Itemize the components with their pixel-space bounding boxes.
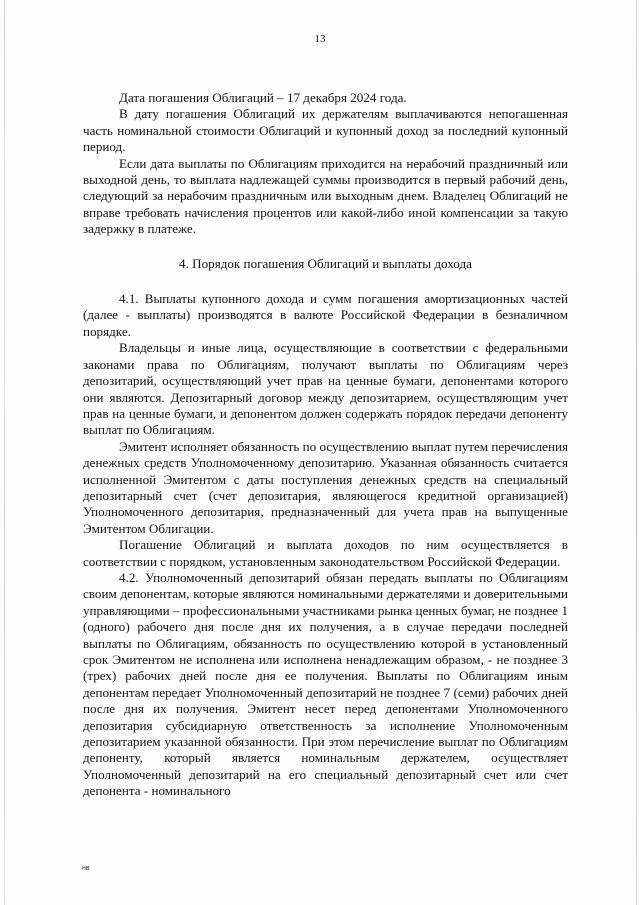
clause-4-2-paragraph: 4.2. Уполномоченный депозитарий обязан передать выплаты по Облигациям своим депонентам, которые являются номинальными держателями и доверительными управляющими – профессиональными участниками рынка ценных бумаг, не позднее 1 (одного) рабочего дня после дня их получения, а в случае передачи последней выплаты по Облигациям, обязанность по осуществлению которой в установленный срок Эмитентом не исполнена или исполнена ненадлежащим образом, - не позднее 3 (трех) рабочих дней после дня ее получения. Выплаты по Облигациям иным депонентам передает Уполномоченный депозитарий не позднее 7 (семи) рабочих дней после дня их получения. Эмитент несет перед депонентами Уполномоченного депозитария субсидиарную ответственность за исполнение Уполномоченным депозитарием указанной обязанности. При этом перечисление выплат по Облигациям депоненту, который является номинальным держателем, осуществляет Уполномоченный депозитарий на его специальный депозитарный счет или счет депонента - номинального (83, 569, 568, 799)
scan-edge-right (636, 0, 637, 905)
redemption-legislation-paragraph: Погашение Облигаций и выплата доходов по ним осуществляется в соответствии с порядком, установленным законодательством Российской Федерации. (83, 537, 568, 569)
clause-4-1-paragraph: 4.1. Выплаты купонного дохода и сумм погашения амортизационных частей (далее - выплаты) производятся в валюте Российской Федерации в безналичном порядке. (83, 291, 568, 339)
footer-initials-mark: нв (82, 865, 90, 872)
holiday-payment-paragraph: Если дата выплаты по Облигациям приходится на нерабочий праздничный или выходной день, то выплата надлежащей суммы производится в первый рабочий день, следующий за нерабочим праздничным или выходным днем. Владелец Облигаций не вправе требовать начисления процентов или какой-либо иной компенсации за такую задержку в платеже. (83, 155, 568, 237)
issuer-obligation-paragraph: Эмитент исполняет обязанность по осуществлению выплат путем перечисления денежных средств Уполномоченному депозитарию. Указанная обязанность считается исполненной Эмитентом с даты поступления денежных средств на специальный депозитарный счет (счет депозитария, являющегося кредитной организацией) Уполномоченного депозитария, предназначенный для учета прав на выпущенные Эмитентом Облигации. (83, 438, 568, 536)
maturity-payment-paragraph: В дату погашения Облигаций их держателям выплачиваются непогашенная часть номинальной стоимости Облигаций и купонный доход за последний купонный период. (83, 106, 568, 155)
owners-rights-paragraph: Владельцы и иные лица, осуществляющие в соответствии с федеральными законами права по Облигациям, получают выплаты по Облигациям через депозитарий, осуществляющий учет прав на ценные бумаги, депонентами которого они являются. Депозитарный договор между депозитарием, осуществляющим учет прав на ценные бумаги, и депонентом должен содержать порядок передачи депоненту выплат по Облигациям. (83, 340, 568, 438)
document-body (83, 90, 568, 800)
page-number: 13 (314, 33, 326, 45)
scan-edge-left (4, 0, 5, 905)
section-heading: 4. Порядок погашения Облигаций и выплаты дохода (179, 255, 472, 271)
maturity-date-paragraph: Дата погашения Облигаций – 17 декабря 2024 года. (119, 90, 407, 105)
